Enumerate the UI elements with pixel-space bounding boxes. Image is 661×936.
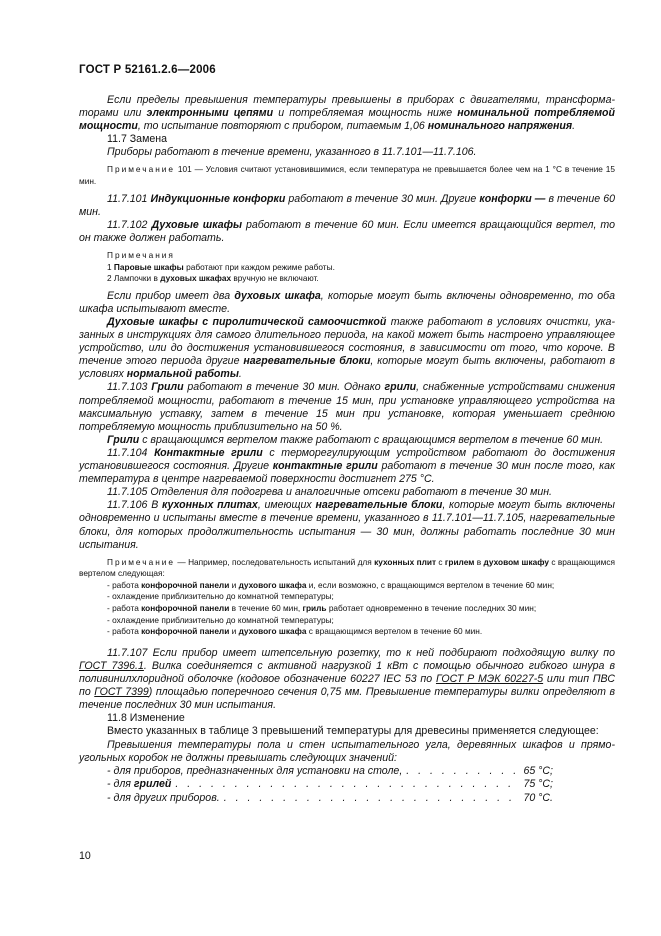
link-gost-r-iec-60227-5[interactable]: ГОСТ Р МЭК 60227-5 [435,673,544,686]
section-11-8-title: 11.8 Изменение [107,712,185,725]
clause-11-7-101: 11.7.101 Индукционные конфорки работают в течение 30 мин. Другие конфорки — в течение 60 мин. [79,192,615,218]
clause-11-7-103: 11.7.103 Грили работают в течение 30 мин. Однако грили, снабженные устройствами снижения потребляемой мощности, работают в течение 15 мин, при установке управляющего устройства на максимальную уставку, затем в течение 15 мин при установке, которая уменьшает среднюю потребляемую мощность приблизительно на 50 %. [79,381,615,433]
limit-row: - для приборов, предназначенных для установки на столе, . . . 65 °С; [79,765,553,779]
clause-11-7-105: 11.7.105 Отделения для подогрева и аналогичные отсеки работают в течение 30 мин. [107,486,553,499]
page-content [79,94,615,805]
note-list-item: - работа конфорочной панели и духового шкафа и, если возможно, с вращающимся вертелом в течение 60 мин; [107,579,555,590]
link-gost-7396-1[interactable]: ГОСТ 7396.1 [79,659,144,672]
section-11-8-text: Вместо указанных в таблице 3 превышений температуры для древесины применяется следующее: [107,725,599,738]
note-example: Примечание — Например, последовательность испытаний для кухонных плит с грилем в духовом шкафу с вращающимся вертелом следующая: [79,556,615,579]
page-header: ГОСТ Р 52161.2.6—2006 [79,64,216,76]
note-list-item: - работа конфорочной панели и духового шкафа с вращающимся вертелом в течение 60 мин. [107,626,483,637]
paragraph-pyrolytic: Духовые шкафы с пиролитической самоочисткой также работают в условиях очистки, указанных в инструкциях для самого длительного периода, на какой может быть настроено управляющее устройство, или до достижения установившегося состояния, в зависимости от того, что короче. В течение этого периода другие нагревательные блоки, которые могут быть включены, работают в условиях нормальной работы. [79,316,615,381]
paragraph-limits: Если пределы превышения температуры превышены в приборах с двигателями, трансформаторами или электронными цепями и потребляемая мощность ниже номинальной потребляемой мощности, то испытание повторяют с прибором, питаемым 1,06 номинального напряжения. [79,94,615,133]
note-list-item: - охлаждение приблизительно до комнатной температуры; [107,614,334,625]
notes-label: Примечания [107,250,175,261]
section-11-8-italic: Превышения температуры пола и стен испытательного угла, деревянных шкафов и прямоугольных коробок не должны превышать следующих значений: [79,738,615,764]
limit-row: - для других приборов. . . . 70 °С. [79,792,553,806]
clause-11-7-102: 11.7.102 Духовые шкафы работают в течение 60 мин. Если имеется вращающийся вертел, то он также должен работать. [79,218,615,244]
section-11-7-text: Приборы работают в течение времени, указанного в 11.7.101—11.7.106. [107,146,477,159]
note-list-item: - охлаждение приблизительно до комнатной температуры; [107,591,334,602]
paragraph-two-ovens: Если прибор имеет два духовых шкафа, которые могут быть включены одновременно, то оба шкафа испытывают вместе. [79,289,615,315]
link-gost-7399[interactable]: ГОСТ 7399 [94,686,149,699]
paragraph-spit: Грили с вращающимся вертелом также работают с вращающимся вертелом в течение 60 мин. [107,433,604,446]
clause-11-7-107: 11.7.107 Если прибор имеет штепсельную розетку, то к ней подбирают подходящую вилку по ГОСТ 7396.1. Вилка соединяется с активной нагрузкой 1 кВт с помощью обычного гибкого шнура в поливинилхлоридной оболочке (кодовое обозначение 60227 IEC 53 по ГОСТ Р МЭК 60227-5 или тип ПВС по ГОСТ 7399) площадью поперечного сечения 0,75 мм. Превышение температуры вилки определяют в течение последних 30 мин испытания. [79,646,616,712]
page-number: 10 [79,850,91,862]
note-item-1: 1 Паровые шкафы работают при каждом режиме работы. [107,261,335,272]
section-11-7-title: 11.7 Замена [107,133,167,146]
clause-11-7-106: 11.7.106 В кухонных плитах, имеющих нагревательные блоки, которые могут быть включены одновременно и испытаны вместе в течение времени, указанного в 11.7.101—11.7.105, нагревательные блоки, для которых продолжительность испытания — 30 мин, должны работать последние 30 мин испытания. [79,499,615,551]
note-101: Примечание 101 — Условия считают установившимися, если температура не превышается более чем на 1 °С в течение 15 мин. [79,164,615,187]
note-item-2: 2 Лампочки в духовых шкафах вручную не включают. [107,273,319,284]
note-list-item: - работа конфорочной панели в течение 60 мин, гриль работает одновременно в течение последних 30 мин; [107,603,537,614]
clause-11-7-104: 11.7.104 Контактные грили с терморегулирующим устройством работают до достижения установившегося состояния. Другие контактные грили работают в течение 30 мин после того, как температура в центре нагреваемой поверхности достигнет 275 °С. [79,446,616,486]
limit-row: - для грилей . . . 75 °С; [79,778,553,792]
